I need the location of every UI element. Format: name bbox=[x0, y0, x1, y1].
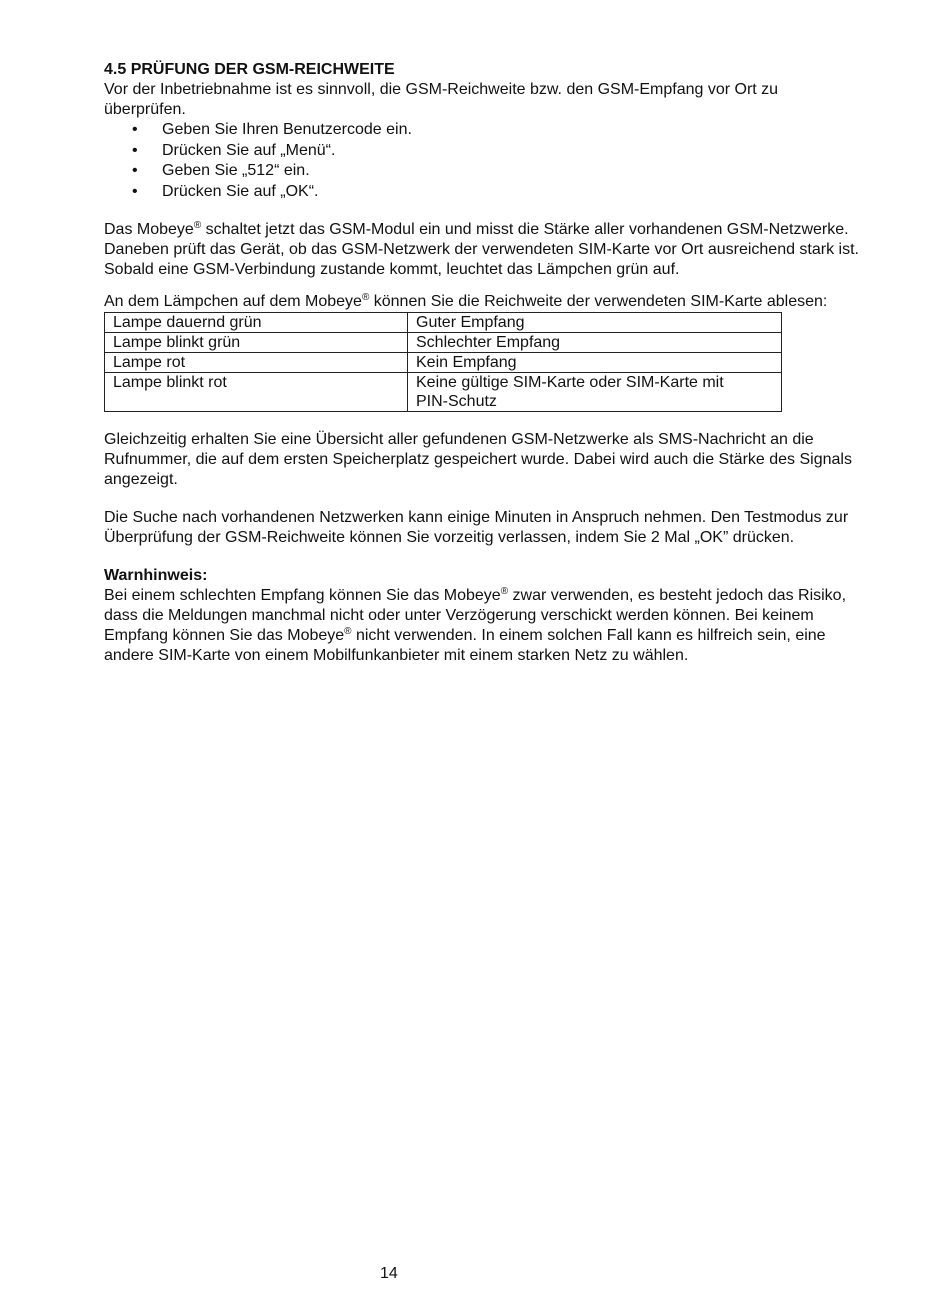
warning-title: Warnhinweis: bbox=[104, 567, 208, 584]
table-row bbox=[105, 353, 782, 373]
lamp-cell: Lampe rot bbox=[105, 353, 408, 373]
meaning-cell: Schlechter Empfang bbox=[408, 333, 782, 353]
connection-paragraph: Sobald eine GSM-Verbindung zustande kommt, leuchtet das Lämpchen grün auf. bbox=[104, 261, 680, 278]
lamp-status-table bbox=[104, 312, 782, 412]
list-item: • Geben Sie „512“ ein. bbox=[162, 161, 864, 182]
search-duration-paragraph: Die Suche nach vorhandenen Netzwerken kann einige Minuten in Anspruch nehmen. Den Testmodus zur Überprüfung der GSM-Reichweite können Sie vorzeitig verlassen, indem Sie 2 Mal „OK” drücken. bbox=[104, 509, 849, 546]
sms-overview-paragraph: Gleichzeitig erhalten Sie eine Übersicht aller gefundenen GSM-Netzwerke als SMS-Nachricht an die Rufnummer, die auf dem ersten Speicherplatz gespeichert wurde. Dabei wird auch die Stärke des Signals angezeigt. bbox=[104, 431, 852, 488]
meaning-cell: Keine gültige SIM-Karte oder SIM-Karte mit PIN-Schutz bbox=[408, 373, 782, 412]
meaning-cell: Kein Empfang bbox=[408, 353, 782, 373]
table-row bbox=[105, 313, 782, 333]
gsm-module-paragraph: Das Mobeye® schaltet jetzt das GSM-Modul ein und misst die Stärke aller vorhandenen GSM-Netzwerke. Daneben prüft das Gerät, ob das GSM-Netzwerk der verwendeten SIM-Karte vor Ort ausreichend stark ist. bbox=[104, 220, 859, 258]
page-number: 14 bbox=[380, 1265, 398, 1282]
section-heading: 4.5 PRÜFUNG DER GSM-REICHWEITE bbox=[104, 61, 395, 78]
list-item: • Drücken Sie auf „Menü“. bbox=[162, 141, 864, 162]
lamp-intro-paragraph: An dem Lämpchen auf dem Mobeye® können Sie die Reichweite der verwendeten SIM-Karte ablesen: bbox=[104, 292, 828, 310]
table-row bbox=[105, 373, 782, 412]
warning-paragraph: Bei einem schlechten Empfang können Sie das Mobeye® zwar verwenden, es besteht jedoch das Risiko, dass die Meldungen manchmal nicht oder unter Verzögerung verschickt werden können. Bei keinem Empfang können Sie das Mobeye® nicht verwenden. In einem solchen Fall kann es hilfreich sein, eine andere SIM-Karte von einem Mobilfunkanbieter mit einem starken Netz zu wählen. bbox=[104, 586, 847, 664]
lamp-cell: Lampe blinkt rot bbox=[105, 373, 408, 412]
table-row bbox=[105, 333, 782, 353]
list-item: • Drücken Sie auf „OK“. bbox=[162, 182, 864, 203]
list-item: • Geben Sie Ihren Benutzercode ein. bbox=[162, 120, 864, 141]
intro-paragraph: Vor der Inbetriebnahme ist es sinnvoll, die GSM-Reichweite bzw. den GSM-Empfang vor Ort zu überprüfen. bbox=[104, 81, 779, 118]
lamp-cell: Lampe dauernd grün bbox=[105, 313, 408, 333]
lamp-cell: Lampe blinkt grün bbox=[105, 333, 408, 353]
steps-list bbox=[104, 120, 864, 202]
meaning-cell: Guter Empfang bbox=[408, 313, 782, 333]
document-page bbox=[104, 60, 864, 666]
